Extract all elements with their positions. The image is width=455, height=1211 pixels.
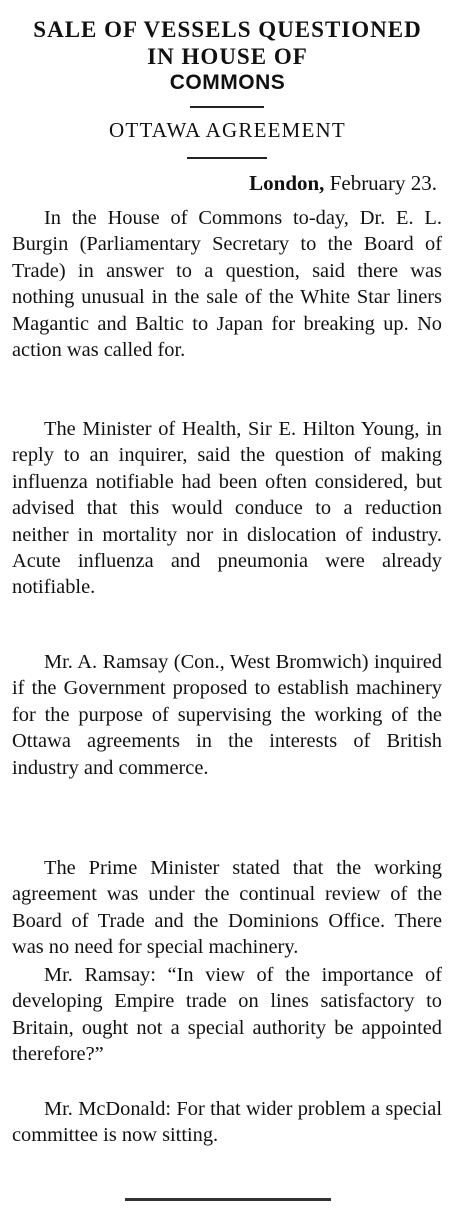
- dateline-date: February 23.: [329, 171, 437, 195]
- paragraph-3: Mr. A. Ramsay (Con., West Bromwich) inquired if the Government proposed to establish machinery for the purpose of supervising the working of the Ottawa agreements in the interests of British industry and commerce.: [12, 651, 442, 779]
- headline-line-2: IN HOUSE OF: [147, 44, 308, 69]
- paragraph-6: Mr. McDonald: For that wider problem a special committee is now sitting.: [12, 1098, 442, 1147]
- headline-line-3: COMMONS: [169, 71, 286, 94]
- dateline-place: London,: [249, 171, 325, 195]
- headline-line-1: SALE OF VESSELS QUESTIONED: [33, 17, 422, 42]
- paragraph-1: In the House of Commons to-day, Dr. E. L. Burgin (Parliamentary Secretary to the Board of Trade) in answer to a question, said there was nothing unusual in the sale of the White Star liners Magantic and Baltic to Japan for breaking up. No action was called for.: [12, 207, 442, 362]
- subheading-divider: [187, 157, 267, 159]
- paragraph-4: The Prime Minister stated that the working agreement was under the continual review of the Board of Trade and the Dominions Office. There was no need for special machinery.: [12, 857, 442, 959]
- paragraph-2: The Minister of Health, Sir E. Hilton Young, in reply to an inquirer, said the question of making influenza notifiable had been often considered, but advised that this would conduce to a reduction neither in mortality nor in dislocation of industry. Acute influenza and pneumonia were already notifiable.: [12, 418, 442, 599]
- end-rule: [125, 1198, 331, 1201]
- paragraph-5: Mr. Ramsay: “In view of the importance of developing Empire trade on lines satisfactory to Britain, ought not a special authority be appointed therefore?”: [12, 964, 442, 1066]
- subheading: OTTAWA AGREEMENT: [109, 118, 346, 142]
- dateline: [249, 171, 437, 195]
- headline-divider: [190, 106, 264, 108]
